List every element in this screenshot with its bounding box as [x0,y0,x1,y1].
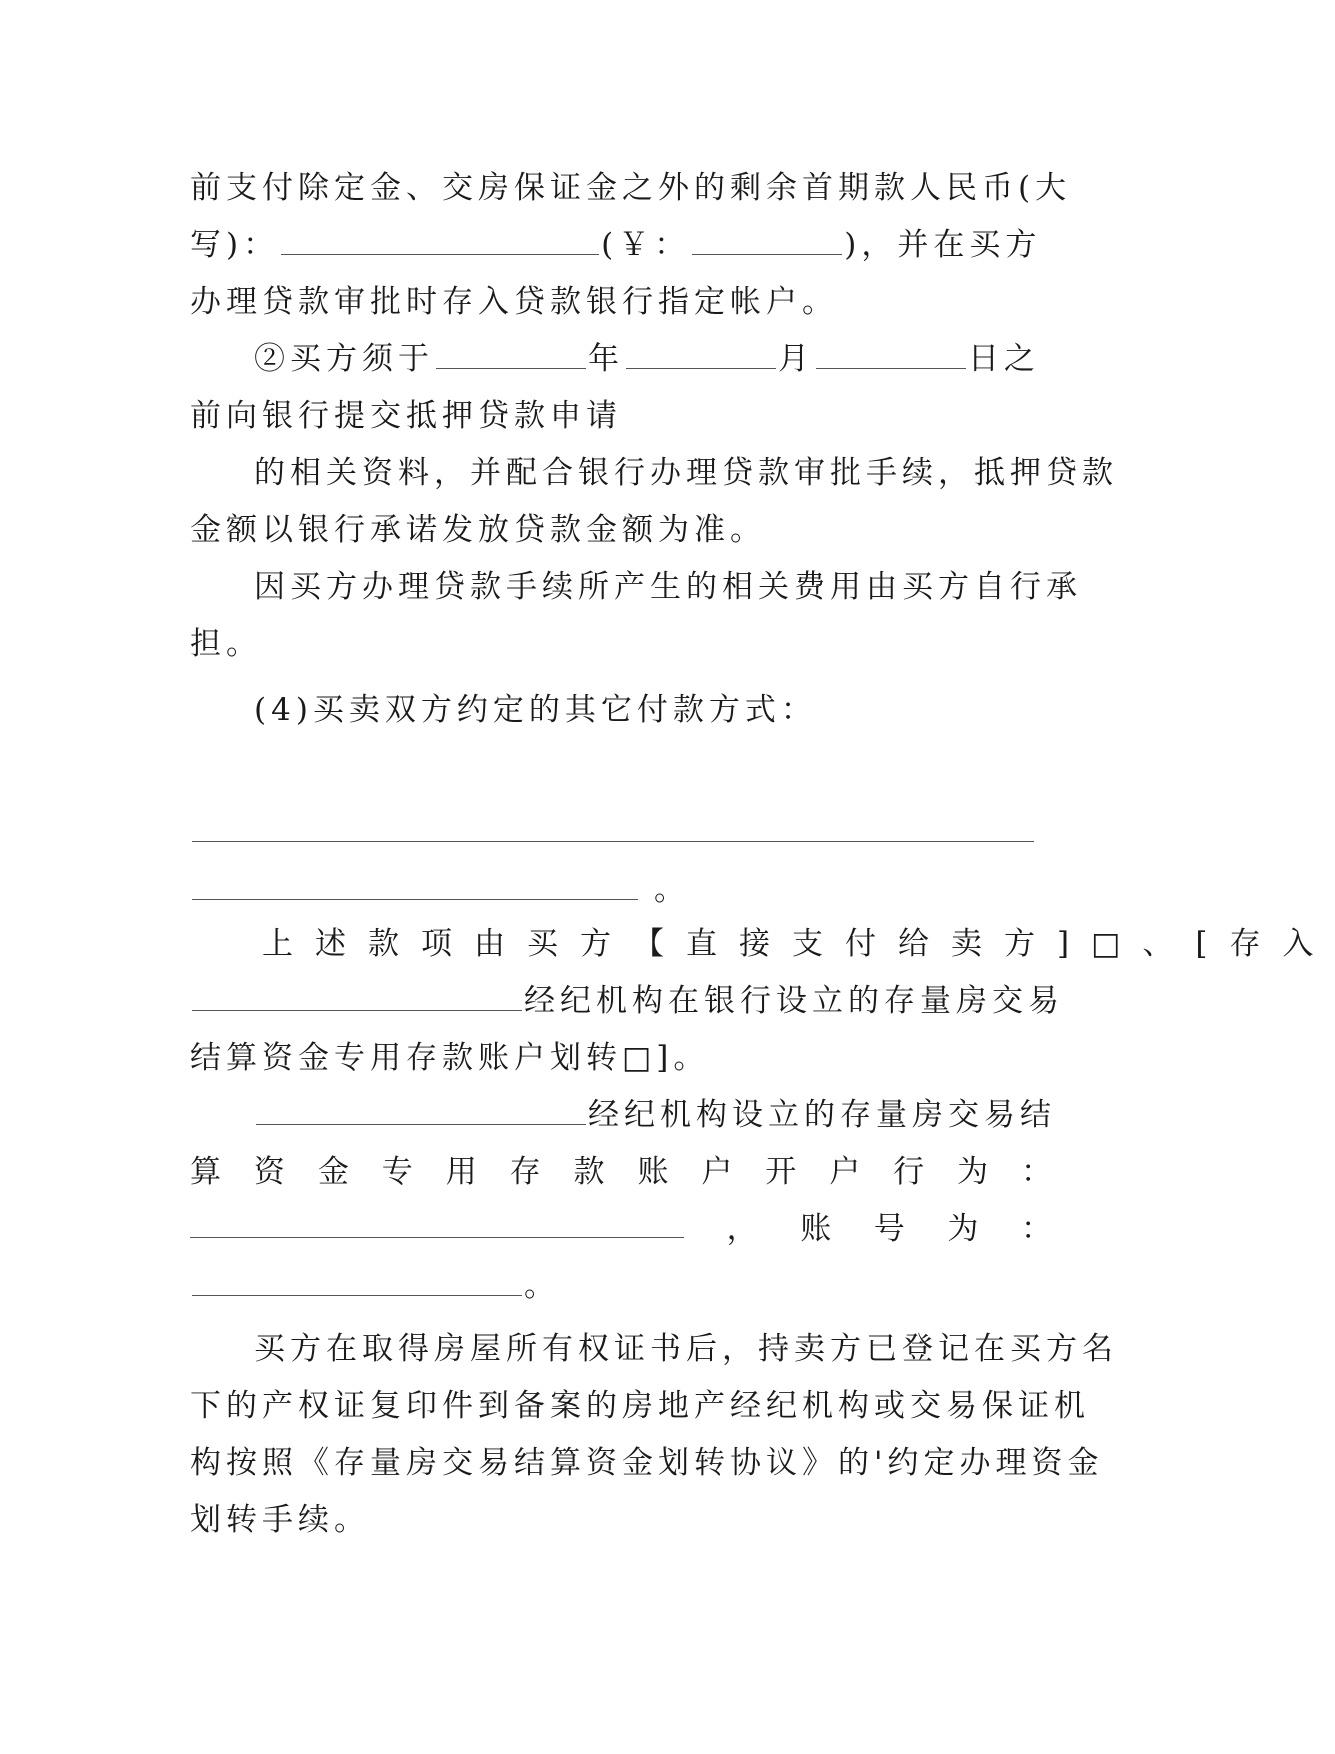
char: 金 [317,1154,349,1190]
text-line: 前向银行提交抵押贷款申请 [190,398,622,434]
text-line: 上述款项由买方【直接支付给卖方]□、[存入 [262,926,1335,962]
blank-field-account-number [192,1267,522,1296]
char: 存 [509,1154,541,1190]
text-line: 的相关资料，并配合银行办理贷款审批手续，抵押贷款 [254,455,1118,491]
blank-field-agency-name-2 [256,1096,586,1125]
char: 户 [829,1154,861,1190]
text-fragment: 。 [654,872,690,908]
char: 账 [637,1154,669,1190]
text-fragment: 经纪机构在银行设立的存量房交易 [524,983,1064,1019]
text-line: 下的产权证复印件到备案的房地产经纪机构或交易保证机 [190,1388,1090,1424]
char: 资 [253,1154,285,1190]
blank-field-year [436,340,586,369]
text-line [254,1095,1056,1135]
char: 款 [573,1154,605,1190]
char: 为 [957,1154,989,1190]
text-line: 构按照《存量房交易结算资金划转协议》的'约定办理资金 [190,1445,1104,1481]
text-fragment: )，并在买方 [844,227,1042,263]
blank-field-payment-method-cont [192,871,638,900]
text-line: 办理贷款审批时存入贷款银行指定帐户。 [190,284,838,320]
blank-field-amount-words [281,226,599,255]
text-line: 因买方办理贷款手续所产生的相关费用由买方自行承 [254,569,1082,605]
blank-field-day [816,340,966,369]
char: 户 [701,1154,733,1190]
text-fragment: (￥： [601,227,691,263]
char: 专 [381,1154,413,1190]
text-fragment: 经纪机构设立的存量房交易结 [588,1097,1056,1133]
text-line [190,1266,1052,1306]
text-fragment: 。 [524,1268,560,1304]
char: ： [1020,1154,1052,1190]
text-fragment: 年 [588,341,624,377]
char: 用 [445,1154,477,1190]
text-line [190,981,1064,1021]
char: ： [1020,1211,1052,1247]
text-line-justified [190,1209,1052,1249]
char: ， [726,1211,758,1247]
char: 算 [190,1154,221,1190]
char: 行 [893,1154,925,1190]
blank-field-payment-method [192,813,1034,842]
text-line: 金额以银行承诺发放贷款金额为准。 [190,512,766,548]
blank-field-month [626,340,776,369]
blank-field-bank-name [190,1209,684,1238]
text-line: (4)买卖双方约定的其它付款方式： [254,692,817,728]
text-line: 担。 [190,626,262,662]
text-line-justified [190,1152,1052,1192]
text-line [190,225,1052,265]
text-fragment: 写)： [190,227,280,263]
text-line [190,870,1052,910]
char: 账 [800,1211,832,1247]
blank-field-amount-figure [692,226,842,255]
text-fragment: 日之 [968,341,1040,377]
char: 开 [765,1154,797,1190]
char: 为 [947,1211,979,1247]
text-line: 前支付除定金、交房保证金之外的剩余首期款人民币(大 [190,170,1072,206]
blank-field-agency-name [192,982,522,1011]
text-line: 买方在取得房屋所有权证书后，持卖方已登记在买方名 [254,1331,1118,1367]
char: 号 [873,1211,905,1247]
text-line: 结算资金专用存款账户划转□]。 [190,1040,710,1076]
text-fragment: 月 [778,341,814,377]
text-line: 划转手续。 [190,1502,370,1538]
text-fragment: ②买方须于 [254,341,434,377]
text-line [254,339,1052,379]
text-line [190,812,1052,852]
